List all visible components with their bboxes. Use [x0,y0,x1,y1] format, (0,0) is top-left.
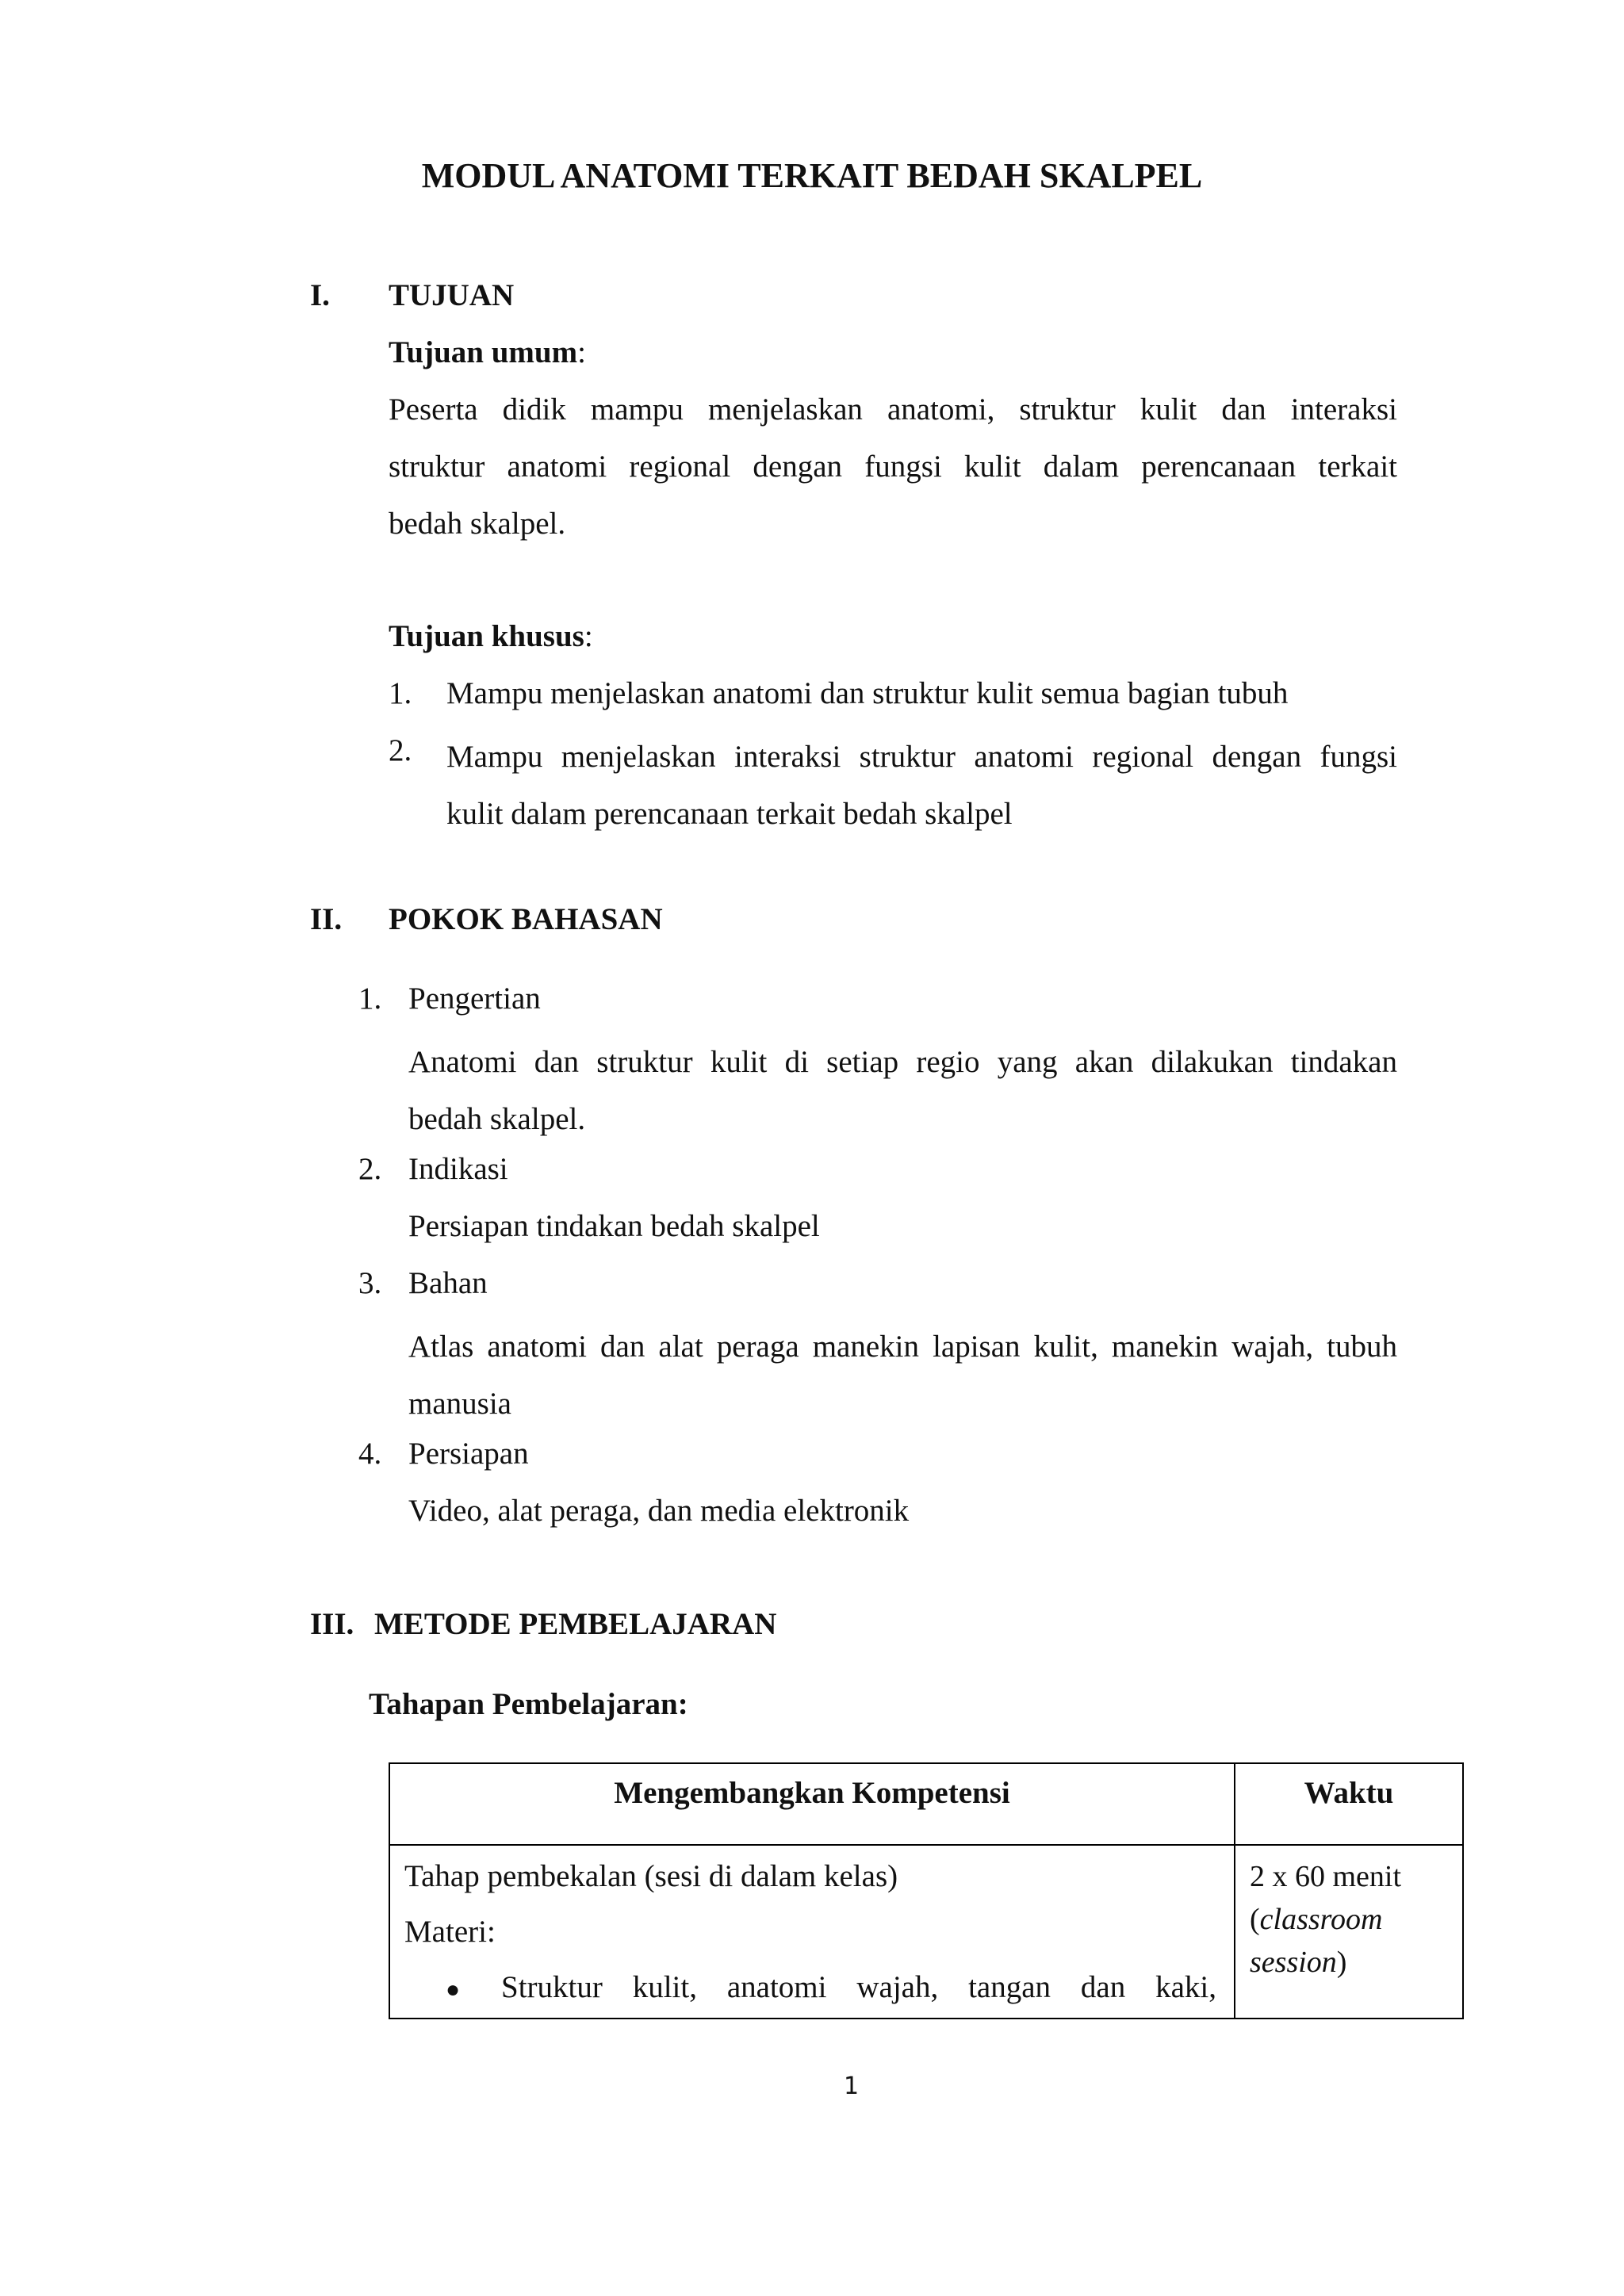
bullet-item [404,1960,1216,2018]
section-3-numeral: III. [310,1607,354,1641]
section-1-heading: TUJUAN [389,278,515,312]
bullet-icon: ● [446,1976,461,2003]
topic-title: Indikasi [408,1152,508,1186]
topic-number: 3. [358,1266,382,1300]
specific-item-number: 2. [389,733,412,767]
general-goal-colon: : [577,335,586,369]
session-type-word-2: session [1250,1946,1337,1979]
topic-description [408,1034,1397,1148]
topic-description-line: Persiapan tindakan bedah skalpel [408,1209,820,1243]
learning-stages-heading: Tahapan Pembelajaran: [369,1687,688,1721]
session-type-word-1: classroom [1259,1903,1383,1936]
specific-item-text: Mampu menjelaskan anatomi dan struktur kulit semua bagian tubuh [446,676,1289,710]
topic-description-line: Atlas anatomi dan alat peraga manekin lapisan kulit, manekin wajah, tubuh [408,1330,1397,1364]
paren-open: ( [1250,1903,1260,1936]
duration: 2 x 60 menit [1250,1860,1402,1893]
topic-number: 2. [358,1152,382,1186]
page-number: 1 [844,2072,860,2100]
section-1-numeral: I. [310,278,330,312]
general-goal-line: bedah skalpel. [389,507,566,541]
stage-line: Tahap pembekalan (sesi di dalam kelas) [404,1859,898,1893]
topic-description-line: manusia [408,1387,511,1421]
topic-title: Persiapan [408,1437,529,1471]
topic-number: 1. [358,982,382,1016]
general-goal-label [389,335,586,370]
specific-goal-colon: : [584,619,593,653]
specific-item-line: Mampu menjelaskan interaksi struktur anatomi regional dengan fungsi [446,740,1397,774]
table-cell-time [1235,1845,1463,2019]
bullet-text: Struktur kulit, anatomi wajah, tangan dan kaki, [501,1970,1216,2004]
specific-goal-label-text: Tujuan khusus [389,619,584,653]
section-2-heading: POKOK BAHASAN [389,902,663,936]
topic-description-line: Video, alat peraga, dan media elektronik [408,1494,910,1528]
materials-label: Materi: [404,1915,496,1949]
paren-close: ) [1336,1946,1347,1979]
section-2-numeral: II. [310,902,343,936]
topic-description-line: Anatomi dan struktur kulit di setiap regio yang akan dilakukan tindakan [408,1045,1397,1079]
table-header-row [389,1763,1463,1845]
table-row [389,1845,1463,2019]
topic-title: Bahan [408,1266,488,1300]
specific-item-line: kulit dalam perencanaan terkait bedah skalpel [446,797,1013,831]
general-goal-line: struktur anatomi regional dengan fungsi kulit dalam perencanaan terkait [389,450,1397,484]
competency-table [389,1762,1464,2019]
table-cell-competency [389,1845,1235,2019]
specific-item-paragraph [446,729,1397,843]
competency-header: Mengembangkan Kompetensi [614,1776,1010,1810]
topic-number: 4. [358,1437,382,1471]
topic-description-line: bedah skalpel. [408,1102,586,1136]
document-title: MODUL ANATOMI TERKAIT BEDAH SKALPEL [421,156,1203,195]
general-goal-line: Peserta didik mampu menjelaskan anatomi, struktur kulit dan interaksi [389,392,1397,427]
topic-description [408,1318,1397,1433]
session-type-line-2 [1250,1941,1462,1984]
specific-item-number: 1. [389,676,412,710]
section-3-heading: METODE PEMBELAJARAN [374,1607,777,1641]
table-header-cell [1235,1763,1463,1845]
time-header: Waktu [1304,1776,1394,1810]
specific-goal-label [389,618,593,654]
session-type-line-1 [1250,1898,1462,1941]
topic-title: Pengertian [408,982,541,1016]
general-goal-label-text: Tujuan umum [389,335,578,369]
table-header-cell [389,1763,1235,1845]
general-goal-paragraph [389,381,1397,553]
